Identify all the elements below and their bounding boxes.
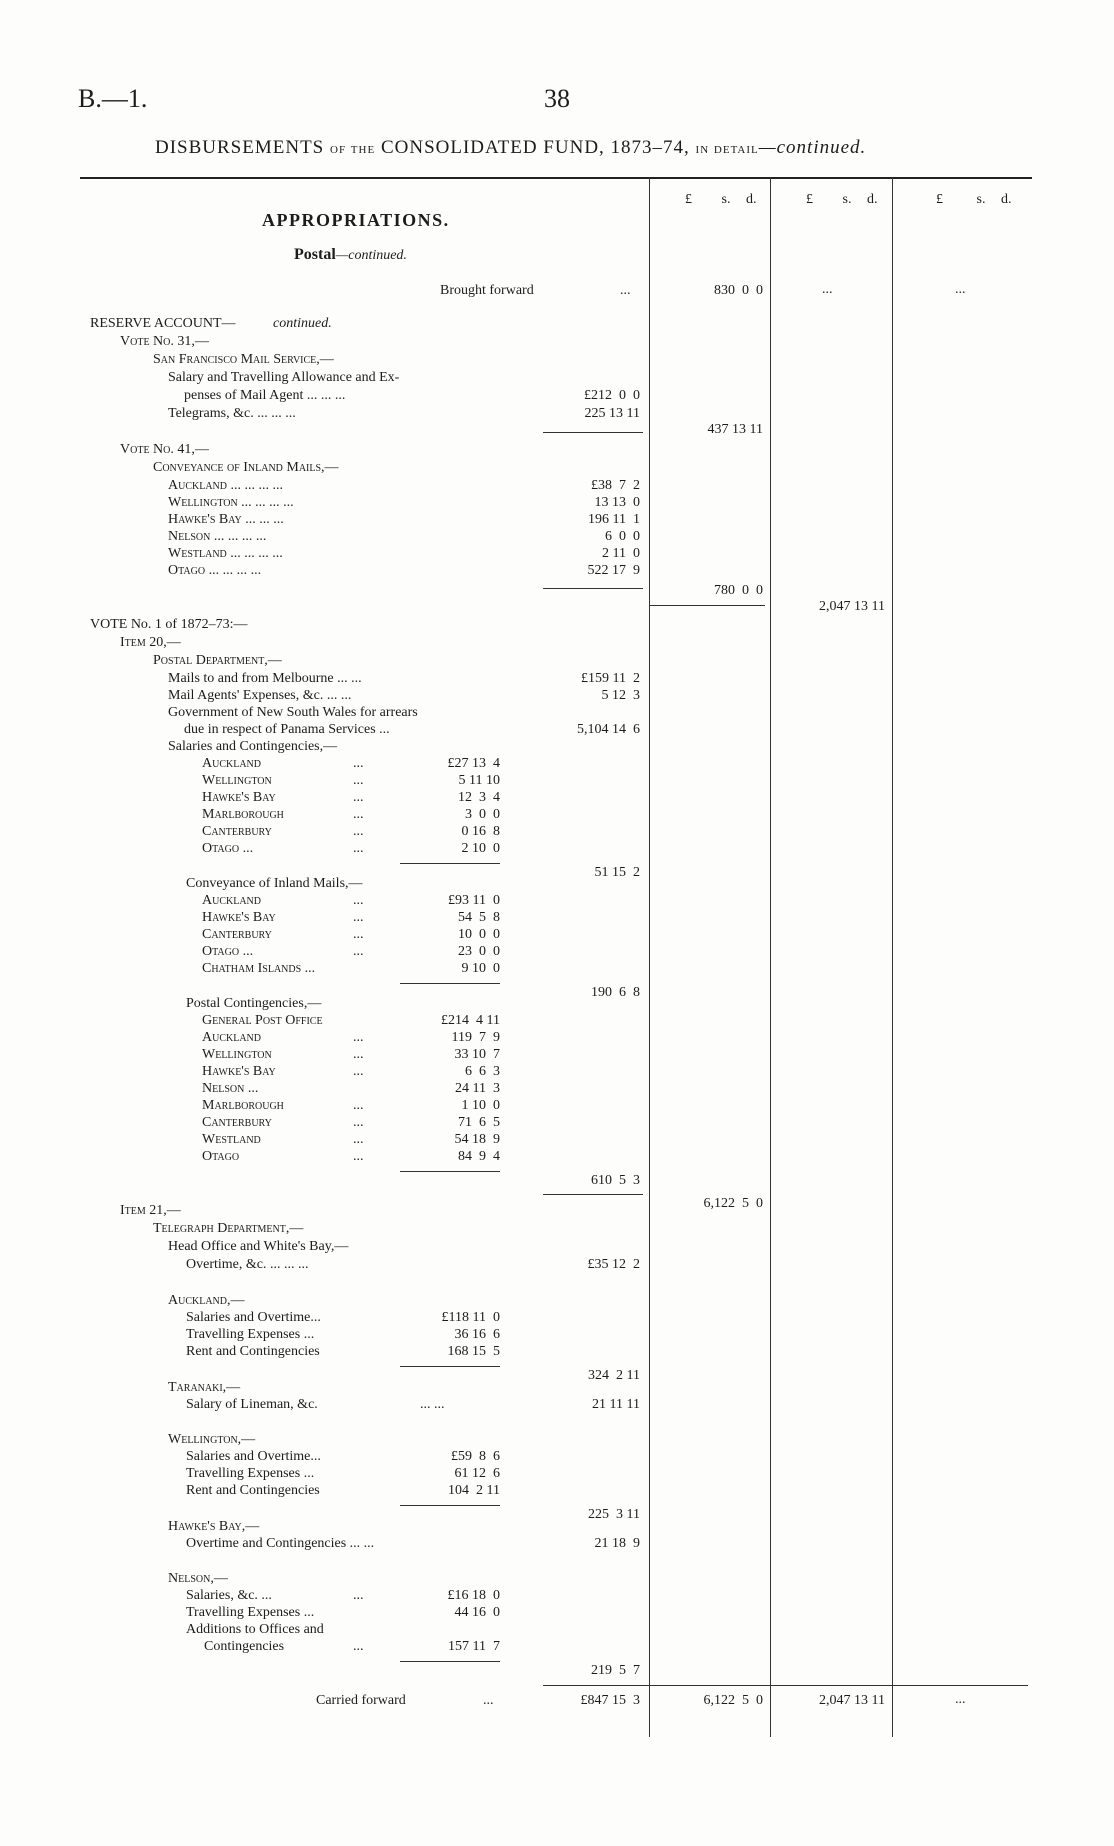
description-line: Conveyance of Inland Mails,— [153, 460, 339, 475]
amount-value: 5 12 3 [601, 688, 640, 703]
description-line: Item 20,— [120, 635, 181, 650]
title-main: DISBURSEMENTS [155, 137, 325, 158]
description-line: Contingencies [204, 1639, 285, 1654]
description-line: Postal Contingencies,— [186, 996, 322, 1011]
amount-value: 2,047 13 11 [819, 1693, 885, 1708]
col3-header: £ s. d. [685, 192, 757, 207]
description-line: Nelson ... ... ... ... [168, 529, 267, 544]
amount-value: 6,122 5 0 [703, 1693, 763, 1708]
amount-value: 21 18 9 [594, 1536, 640, 1551]
amount-value: 23 0 0 [458, 944, 500, 959]
description-line: ... [353, 807, 364, 822]
description-line: Marlborough [202, 807, 284, 822]
column-rule-3 [892, 177, 893, 1737]
description-line: ... [353, 944, 364, 959]
description-line: Wellington [202, 1047, 272, 1062]
amount-value: £214 4 11 [441, 1013, 500, 1028]
description-line: ... [353, 1639, 364, 1654]
amount-value: 71 6 5 [458, 1115, 500, 1130]
description-line: Hawke's Bay ... ... ... [168, 512, 284, 527]
description-line: Wellington ... ... ... ... [168, 495, 294, 510]
description-line: Auckland [202, 756, 261, 771]
document-title [155, 137, 866, 159]
sum-rule [400, 863, 500, 864]
description-line: Auckland [202, 893, 261, 908]
description-line: Item 21,— [120, 1203, 181, 1218]
description-line: Travelling Expenses ... [186, 1327, 315, 1342]
description-line: ... [353, 1132, 364, 1147]
description-line: Carried forward [316, 1693, 406, 1708]
amount-value: 219 5 7 [591, 1663, 640, 1678]
description-line: due in respect of Panama Services ... [184, 722, 390, 737]
description-line: Hawke's Bay [202, 1064, 276, 1079]
description-line: Hawke's Bay,— [168, 1519, 260, 1534]
description-line: Postal Department,— [153, 653, 282, 668]
description-line: ... [353, 910, 364, 925]
amount-value: £16 18 0 [447, 1588, 500, 1603]
description-line: ... ... [420, 1397, 445, 1412]
description-line: Otago [202, 1149, 240, 1164]
sum-rule [400, 1661, 500, 1662]
amount-value: 324 2 11 [588, 1368, 640, 1383]
description-line: ... [353, 841, 364, 856]
amount-value: £59 8 6 [451, 1449, 500, 1464]
amount-value: 3 0 0 [465, 807, 500, 822]
amount-value: 21 11 11 [592, 1397, 640, 1412]
amount-value: 12 3 4 [458, 790, 500, 805]
description-line: Westland [202, 1132, 261, 1147]
description-line: Auckland [202, 1030, 261, 1045]
sum-rule [400, 983, 500, 984]
description-line: Marlborough [202, 1098, 284, 1113]
description-line: ... [353, 824, 364, 839]
sum-rule [543, 588, 643, 589]
description-line: Auckland ... ... ... ... [168, 478, 283, 493]
description-line: ... [353, 1588, 364, 1603]
column-rule-2 [770, 177, 771, 1737]
description-line: Salaries and Overtime... [186, 1449, 321, 1464]
description-line: penses of Mail Agent ... ... ... [184, 388, 346, 403]
amount-value: 780 0 0 [714, 583, 763, 598]
section-heading: APPROPRIATIONS. [262, 210, 450, 230]
description-line: Overtime, &c. ... ... ... [186, 1257, 309, 1272]
document-reference: B.—1. [78, 84, 148, 113]
amount-value: 36 16 6 [454, 1327, 500, 1342]
description-line: ... [353, 893, 364, 908]
amount-value: 2 10 0 [461, 841, 500, 856]
title-mid: CONSOLIDATED FUND, 1873–74, [380, 137, 690, 158]
amount-value: £38 7 2 [591, 478, 640, 493]
description-line: Vote No. 41,— [120, 442, 209, 457]
description-line: Taranaki,— [168, 1380, 241, 1395]
description-line: Rent and Contingencies [186, 1483, 320, 1498]
title-in-detail: in detail [695, 141, 759, 157]
amount-value: £118 11 0 [441, 1310, 500, 1325]
amount-value: £27 13 4 [447, 756, 500, 771]
description-line: Nelson,— [168, 1571, 228, 1586]
amount-value: 6 6 3 [465, 1064, 500, 1079]
amount-value: 0 16 8 [461, 824, 500, 839]
amount-value: 24 11 3 [455, 1081, 500, 1096]
amount-value: £212 0 0 [584, 388, 640, 403]
table-top-rule [80, 177, 1032, 179]
description-line: Travelling Expenses ... [186, 1466, 315, 1481]
col5-carried-dots: ... [955, 1692, 966, 1707]
description-line: Vote No. 31,— [120, 334, 209, 349]
amount-value: 225 13 11 [584, 406, 640, 421]
amount-value: 54 5 8 [458, 910, 500, 925]
description-line: ... [353, 1047, 364, 1062]
amount-value: 104 2 11 [448, 1483, 500, 1498]
amount-value: 157 11 7 [448, 1639, 500, 1654]
amount-value: 33 10 7 [454, 1047, 500, 1062]
amount-value: 84 9 4 [458, 1149, 500, 1164]
title-continued: —continued. [758, 137, 867, 158]
col5-header: £ s. d. [936, 192, 1012, 207]
amount-value: 61 12 6 [454, 1466, 500, 1481]
description-line: Salaries, &c. ... [186, 1588, 272, 1603]
amount-value: £847 15 3 [580, 1693, 640, 1708]
amount-value: 119 7 9 [451, 1030, 500, 1045]
description-line: Mails to and from Melbourne ... ... [168, 671, 362, 686]
carried-forward-rule [543, 1685, 1028, 1686]
description-line: Head Office and White's Bay,— [168, 1239, 349, 1254]
description-line: Telegraph Department,— [153, 1221, 304, 1236]
description-line: Wellington [202, 773, 272, 788]
description-line: Telegrams, &c. ... ... ... [168, 406, 296, 421]
description-line: San Francisco Mail Service,— [153, 352, 334, 367]
sum-rule [543, 432, 643, 433]
section-subheading: Postal—continued. [294, 246, 407, 263]
description-line: Conveyance of Inland Mails,— [186, 876, 363, 891]
col4-brought-dots: ... [822, 282, 833, 297]
amount-value: 44 16 0 [454, 1605, 500, 1620]
description-line: continued. [273, 316, 332, 331]
description-line: ... [353, 1098, 364, 1113]
amount-value: £35 12 2 [587, 1257, 640, 1272]
amount-value: 13 13 0 [594, 495, 640, 510]
description-line: ... [353, 1064, 364, 1079]
sum-rule [400, 1505, 500, 1506]
description-line: RESERVE ACCOUNT— [90, 316, 236, 331]
amount-value: 5,104 14 6 [577, 722, 640, 737]
description-line: ... [620, 283, 631, 298]
amount-value: 168 15 5 [447, 1344, 500, 1359]
page-number: 38 [544, 84, 570, 113]
description-line: ... [353, 756, 364, 771]
sum-rule [400, 1171, 500, 1172]
amount-value: 5 11 10 [458, 773, 500, 788]
description-line: Wellington,— [168, 1432, 256, 1447]
amount-value: 610 5 3 [591, 1173, 640, 1188]
amount-value: 196 11 1 [588, 512, 640, 527]
description-line: Nelson ... [202, 1081, 259, 1096]
description-line: VOTE No. 1 of 1872–73:— [90, 617, 248, 632]
description-line: ... [353, 790, 364, 805]
description-line: Canterbury [202, 1115, 272, 1130]
amount-value: 2 11 0 [602, 546, 640, 561]
title-of-the: of the [330, 141, 376, 157]
amount-value: 437 13 11 [707, 422, 763, 437]
amount-value: 6 0 0 [605, 529, 640, 544]
description-line: Otago ... [202, 841, 254, 856]
description-line: Salary and Travelling Allowance and Ex- [168, 370, 400, 385]
description-line: Auckland,— [168, 1293, 245, 1308]
description-line: Otago ... [202, 944, 254, 959]
sum-rule [543, 1194, 643, 1195]
description-line: Overtime and Contingencies ... ... [186, 1536, 375, 1551]
description-line: Mail Agents' Expenses, &c. ... ... [168, 688, 352, 703]
amount-value: 190 6 8 [591, 985, 640, 1000]
amount-value: £159 11 2 [581, 671, 640, 686]
description-line: Westland ... ... ... ... [168, 546, 283, 561]
description-line: Brought forward [440, 283, 534, 298]
amount-value: 54 18 9 [454, 1132, 500, 1147]
description-line: ... [483, 1693, 494, 1708]
sum-rule [650, 605, 765, 606]
amount-value: 51 15 2 [594, 865, 640, 880]
description-line: Salaries and Overtime... [186, 1310, 321, 1325]
description-line: ... [353, 927, 364, 942]
description-line: Salaries and Contingencies,— [168, 739, 338, 754]
amount-value: £93 11 0 [448, 893, 500, 908]
description-line: Hawke's Bay [202, 910, 276, 925]
col5-brought-dots: ... [955, 282, 966, 297]
amount-value: 225 3 11 [588, 1507, 640, 1522]
amount-value: 2,047 13 11 [819, 599, 885, 614]
column-rule-1 [649, 177, 650, 1737]
description-line: Government of New South Wales for arrears [168, 705, 418, 720]
description-line: ... [353, 1115, 364, 1130]
description-line: Canterbury [202, 824, 272, 839]
description-line: Canterbury [202, 927, 272, 942]
description-line: Otago ... ... ... ... [168, 563, 262, 578]
description-line: ... [353, 1149, 364, 1164]
col4-header: £ s. d. [806, 192, 878, 207]
description-line: Additions to Offices and [186, 1622, 324, 1637]
description-line: Chatham Islands ... [202, 961, 316, 976]
description-line: Rent and Contingencies [186, 1344, 320, 1359]
description-line: ... [353, 773, 364, 788]
amount-value: 830 0 0 [714, 283, 763, 298]
amount-value: 10 0 0 [458, 927, 500, 942]
amount-value: 522 17 9 [587, 563, 640, 578]
amount-value: 6,122 5 0 [703, 1196, 763, 1211]
description-line: Travelling Expenses ... [186, 1605, 315, 1620]
sum-rule [400, 1366, 500, 1367]
description-line: Hawke's Bay [202, 790, 276, 805]
description-line: General Post Office [202, 1013, 323, 1028]
amount-value: 1 10 0 [461, 1098, 500, 1113]
amount-value: 9 10 0 [461, 961, 500, 976]
description-line: ... [353, 1030, 364, 1045]
description-line: Salary of Lineman, &c. [186, 1397, 318, 1412]
